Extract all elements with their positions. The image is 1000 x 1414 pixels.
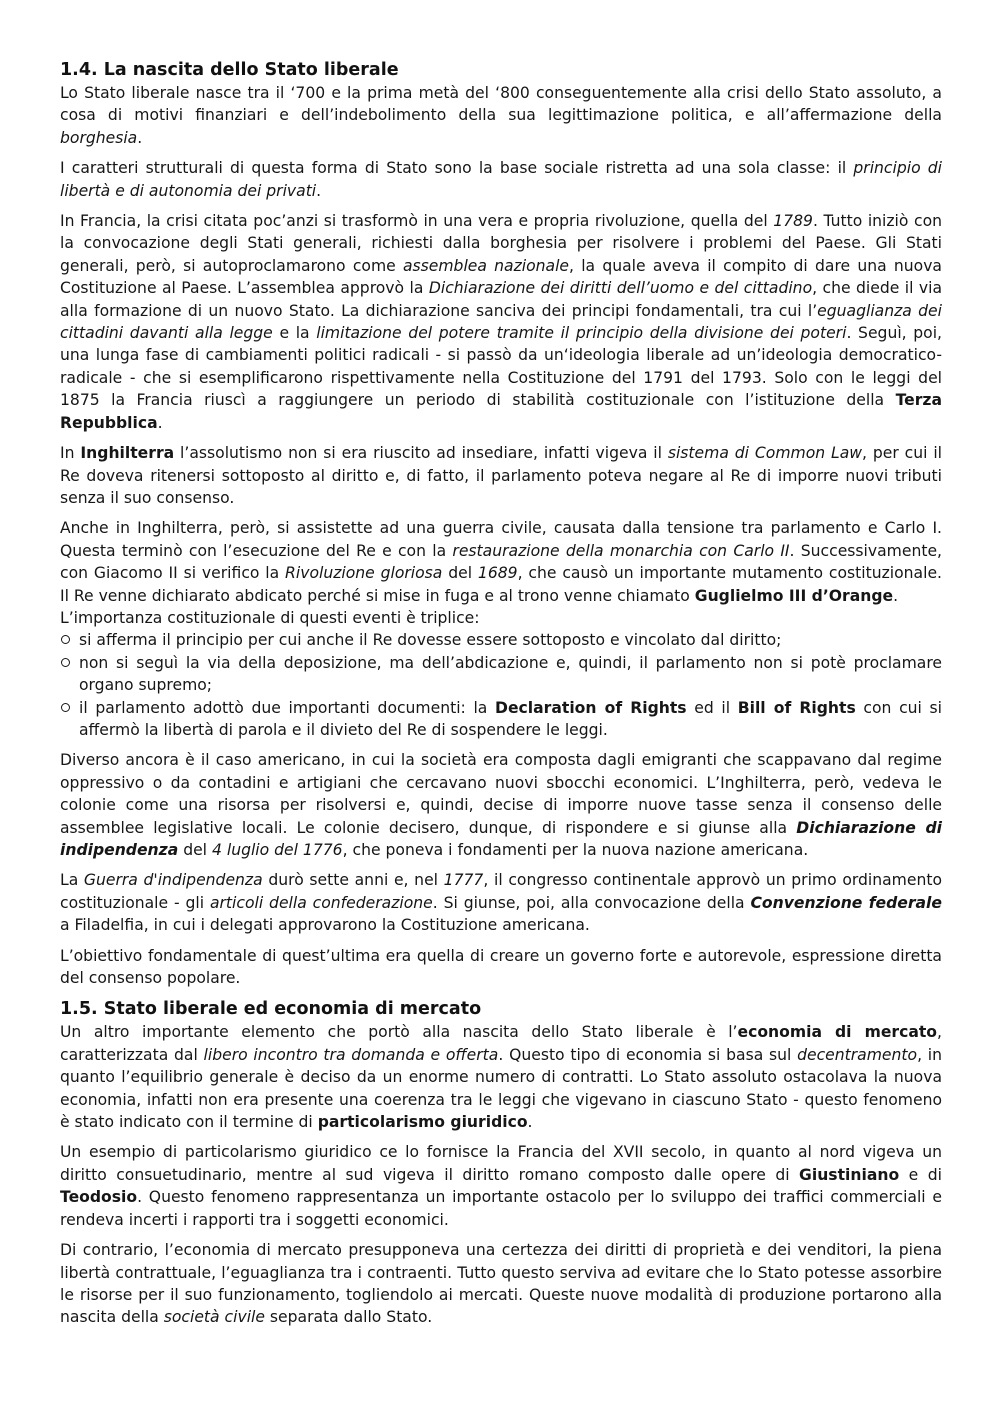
italic-text: 1689 [477, 564, 518, 583]
bold-text: Teodosio [60, 1188, 138, 1207]
text-run: l’assolutismo non si era riuscito ad insediare, infatti vigeva il [174, 444, 668, 463]
italic-text: Guerra d'indipendenza [83, 871, 263, 890]
text-run: con cui si affermò la libertà di parola e il divieto del Re di sospendere le leggi. [79, 698, 942, 739]
paragraph [60, 1239, 942, 1329]
bold-text: economia di mercato [737, 1023, 938, 1042]
bold-text: Convenzione federale [750, 893, 942, 912]
bold-text: Inghilterra [80, 444, 175, 463]
italic-text: 1789 [773, 212, 813, 231]
text-run: Lo Stato liberale nasce tra il ‘700 e la prima metà del ‘800 conseguentemente alla crisi dello Stato assoluto, a cosa di motivi finanziari e dell’indebolimento della sua legittimazione politica, e all’affermazione della [60, 84, 942, 125]
text-run: si afferma il principio per cui anche il Re dovesse essere sottoposto e vincolato dal diritto; [79, 631, 782, 650]
paragraph [60, 517, 942, 607]
paragraph [60, 1021, 942, 1133]
text-run: L’obiettivo fondamentale di quest’ultima era quella di creare un governo forte e autorevole, espressione diretta del consenso popolare. [60, 946, 942, 988]
paragraph [60, 82, 942, 149]
list-item [60, 629, 942, 651]
text-run: . [157, 413, 163, 432]
text-run: , caratterizzata dal [60, 1023, 942, 1064]
text-run: del [442, 564, 478, 583]
text-run: Diverso ancora è il caso americano, in cui la società era composta dagli emigranti che scappavano dal regime oppressivo o da contadini e artigiani che cercavano nuovi sbocchi economici. L’Inghilterra, però, vedeva le colonie come una risorsa per risolversi e, quindi, decise di imporre nuove tasse senza il consenso delle assemblee legislative locali. Le colonie decisero, dunque, di rispondere e si giunse alla [60, 751, 942, 837]
bold-text: Terza Repubblica [60, 391, 942, 432]
italic-text: principio di libertà e di autonomia dei privati [60, 159, 943, 200]
list-item-text [79, 631, 781, 649]
italic-text: borghesia [60, 128, 138, 147]
text-run: . [893, 586, 899, 605]
circle-bullet-icon [61, 703, 70, 712]
list-item-text [79, 699, 942, 739]
list-item-text [79, 654, 942, 694]
circle-bullet-icon [61, 635, 70, 644]
paragraph [60, 1141, 942, 1231]
paragraph [60, 210, 942, 434]
bold-text: Guglielmo III d’Orange [694, 586, 894, 605]
text-run: durò sette anni e, nel [262, 871, 444, 890]
section-heading-1-4: 1.4. La nascita dello Stato liberale [60, 60, 399, 80]
text-run: I caratteri strutturali di questa forma di Stato sono la base sociale ristretta ad una sola classe: il [60, 159, 854, 178]
text-run: . Tutto iniziò con la convocazione degli Stati generali, richiesti dalla borghesia per risolvere i problemi del Paese. Gli Stati generali, però, si autoproclamarono come [60, 212, 942, 275]
italic-text: eguaglianza dei cittadini davanti alla legge [60, 301, 942, 343]
paragraph [60, 869, 942, 936]
italic-text: assemblea nazionale [402, 256, 570, 275]
text-run: e di [899, 1165, 942, 1184]
italic-text: restaurazione della monarchia con Carlo II [452, 541, 790, 560]
text-run: . [137, 128, 143, 147]
text-run: In [60, 444, 81, 463]
list-item [60, 652, 942, 697]
italic-text: limitazione del potere tramite il principio della divisione dei poteri [316, 324, 847, 343]
text-run: In Francia, la crisi citata poc’anzi si trasformò in una vera e propria rivoluzione, quella del [60, 212, 774, 231]
text-run: Di contrario, l’economia di mercato presupponeva una certezza dei diritti di proprietà e dei venditori, la piena libertà contrattuale, l’eguaglianza tra i contraenti. Tutto questo serviva ad evitare che lo Stato potesse assorbire le risorse per il suo funzionamento, togliendolo ai mercati. Queste nuove modalità di produzione portarono alla nascita della [60, 1241, 942, 1327]
text-run: , che poneva i fondamenti per la nuova nazione americana. [342, 841, 809, 859]
circle-bullet-icon [61, 658, 70, 667]
text-run: . Successivamente, con Giacomo II si verifico la [60, 541, 942, 583]
bold-text: Giustiniano [799, 1165, 900, 1184]
text-run: , che diede il via alla formazione di un nuovo Stato. La dichiarazione sanciva dei principi fondamentali, tra cui l’ [60, 279, 942, 320]
text-run: e la [272, 324, 317, 343]
italic-text: articoli della confederazione [209, 893, 433, 912]
italic-text: decentramento [797, 1045, 918, 1064]
text-run: del [178, 841, 212, 859]
bold-text: particolarismo giuridico [317, 1113, 528, 1132]
paragraph [60, 749, 942, 861]
text-run: , per cui il Re doveva ritenersi sottoposto al diritto e, di fatto, il parlamento poteva negare al Re di imporre nuovi tributi senza il suo consenso. [60, 444, 942, 507]
text-run: Un esempio di particolarismo giuridico ce lo fornisce la Francia del XVII secolo, in quanto al nord vigeva un diritto consuetudinario, mentre al sud vigeva il diritto romano composto dalle opere di [60, 1143, 942, 1184]
text-run: . Questo fenomeno rappresentanza un importante ostacolo per lo sviluppo dei traffici commerciali e rendeva incerti i rapporti tra i soggetti economici. [60, 1188, 942, 1229]
italic-text: 1777 [443, 871, 484, 890]
paragraph [60, 945, 942, 990]
text-run: il parlamento adottò due importanti documenti: la [79, 698, 496, 717]
paragraph [60, 442, 942, 509]
bold-text: Dichiarazione di indipendenza [60, 818, 943, 859]
italic-text: sistema di Common Law [667, 444, 863, 463]
text-run: , il congresso continentale approvò un primo ordinamento costituzionale - gli [60, 871, 942, 912]
text-run: non si seguì la via della deposizione, ma dell’abdicazione e, quindi, il parlamento non si potè proclamare organo supremo; [79, 653, 942, 695]
text-run: ed il [686, 698, 738, 717]
bullet-list [60, 629, 942, 741]
paragraph [60, 157, 942, 202]
paragraph [60, 607, 942, 629]
text-run: . Questo tipo di economia si basa sul [498, 1045, 798, 1064]
list-item [60, 697, 942, 742]
italic-text: 4 luglio del 1776 [211, 841, 343, 859]
document-page [60, 58, 942, 1337]
section-heading-1-5: 1.5. Stato liberale ed economia di mercato [60, 999, 482, 1020]
italic-text: Rivoluzione gloriosa [285, 564, 443, 583]
text-run: , la quale aveva il compito di dare una nuova Costituzione al Paese. L’assemblea approvò la [60, 256, 942, 298]
text-run: a Filadelfia, in cui i delegati approvarono la Costituzione americana. [60, 916, 590, 935]
text-run: . [527, 1113, 533, 1132]
text-run: separata dallo Stato. [264, 1308, 433, 1327]
text-run: . Seguì, poi, una lunga fase di cambiamenti politici radicali - si passò da un‘ideologia liberale ad un’ideologia democratico-radicale - che si esemplificarono rispettivamente nella Costituzione del 1791 del 1793. Solo con le leggi del 1875 la Francia riuscì a raggiungere un periodo di stabilità costituzionale con l’istituzione della [60, 324, 943, 410]
text-run: Anche in Inghilterra, però, si assistette ad una guerra civile, causata dalla tensione tra parlamento e Carlo I. Questa terminò con l’esecuzione del Re e con la [60, 519, 942, 560]
text-run: La [60, 871, 84, 890]
text-run: . Si giunse, poi, alla convocazione della [432, 893, 751, 912]
text-run: L’importanza costituzionale di questi eventi è triplice: [60, 608, 480, 627]
italic-text: libero incontro tra domanda e offerta [203, 1045, 499, 1064]
bold-text: Declaration of Rights [495, 698, 687, 717]
bold-text: Bill of Rights [737, 698, 856, 717]
text-run: , che causò un importante mutamento costituzionale. Il Re venne dichiarato abdicato perché si mise in fuga e al trono venne chiamato [60, 564, 942, 605]
text-run: , in quanto l’equilibrio generale è deciso da un enorme numero di contratti. Lo Stato assoluto ostacolava la nuova economia, infatti non era presente una coerenza tra le leggi che vigevano in ciascuno Stato - questo fenomeno è stato indicato con il termine di [60, 1045, 942, 1132]
text-run: Un altro importante elemento che portò alla nascita dello Stato liberale è l’ [60, 1023, 738, 1042]
italic-text: società civile [163, 1308, 265, 1327]
text-run: . [316, 181, 322, 200]
italic-text: Dichiarazione dei diritti dell’uomo e del cittadino [428, 279, 813, 298]
